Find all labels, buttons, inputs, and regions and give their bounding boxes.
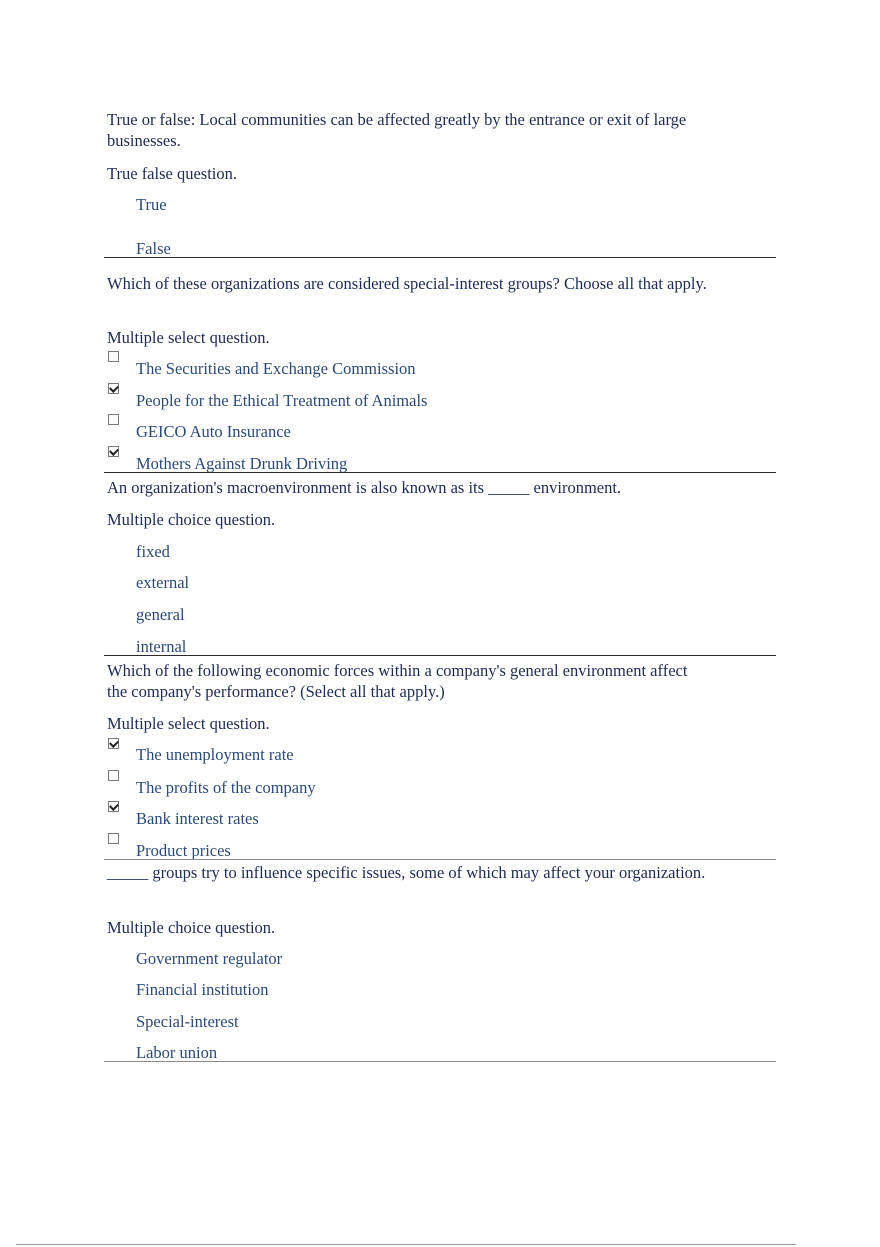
question-2-checkbox-1[interactable] [108, 351, 119, 362]
question-3-option-3[interactable]: general [136, 605, 185, 624]
question-4-checkbox-1[interactable] [108, 738, 119, 749]
question-divider [104, 1061, 776, 1062]
question-2-checkbox-2[interactable] [108, 383, 119, 394]
question-2-option-4[interactable]: Mothers Against Drunk Driving [136, 454, 348, 473]
question-4-option-2[interactable]: The profits of the company [136, 778, 316, 797]
question-5-type: Multiple choice question. [107, 918, 276, 937]
question-4-checkbox-3[interactable] [108, 801, 119, 812]
question-2-type: Multiple select question. [107, 328, 270, 347]
question-2-checkbox-3[interactable] [108, 414, 119, 425]
question-5-option-2[interactable]: Financial institution [136, 980, 269, 999]
question-4-prompt: Which of the following economic forces within a company's general environment affect the company's performance? (Select all that apply.) [107, 661, 688, 701]
question-5-option-3[interactable]: Special-interest [136, 1012, 239, 1031]
question-3-prompt: An organization's macroenvironment is also known as its _____ environment. [107, 478, 622, 497]
question-2-option-3[interactable]: GEICO Auto Insurance [136, 422, 291, 441]
question-3-option-2[interactable]: external [136, 573, 190, 592]
question-2-option-2[interactable]: People for the Ethical Treatment of Animals [136, 391, 428, 410]
question-3-type: Multiple choice question. [107, 510, 276, 529]
page-footer-rule [16, 1244, 796, 1245]
question-divider [104, 655, 776, 656]
question-4-checkbox-4[interactable] [108, 833, 119, 844]
question-3-option-4[interactable]: internal [136, 637, 187, 656]
question-1-prompt: True or false: Local communities can be affected greatly by the entrance or exit of large businesses. [107, 110, 687, 150]
question-divider [104, 257, 776, 258]
question-5-option-1[interactable]: Government regulator [136, 949, 283, 968]
question-4-option-1[interactable]: The unemployment rate [136, 745, 294, 764]
question-4-option-4[interactable]: Product prices [136, 841, 231, 860]
question-5-option-4[interactable]: Labor union [136, 1043, 218, 1062]
question-5-prompt: _____ groups try to influence specific issues, some of which may affect your organization. [107, 863, 706, 882]
question-divider [104, 472, 776, 473]
question-3-option-1[interactable]: fixed [136, 542, 170, 561]
question-1-type: True false question. [107, 164, 238, 183]
question-1-option-false[interactable]: False [136, 239, 171, 258]
question-4-type: Multiple select question. [107, 714, 270, 733]
question-2-checkbox-4[interactable] [108, 446, 119, 457]
question-2-option-1[interactable]: The Securities and Exchange Commission [136, 359, 416, 378]
question-2-prompt: Which of these organizations are considered special-interest groups? Choose all that apply. [107, 274, 707, 293]
question-divider [104, 859, 776, 860]
question-4-option-3[interactable]: Bank interest rates [136, 809, 259, 828]
question-4-checkbox-2[interactable] [108, 770, 119, 781]
question-1-option-true[interactable]: True [136, 195, 167, 214]
